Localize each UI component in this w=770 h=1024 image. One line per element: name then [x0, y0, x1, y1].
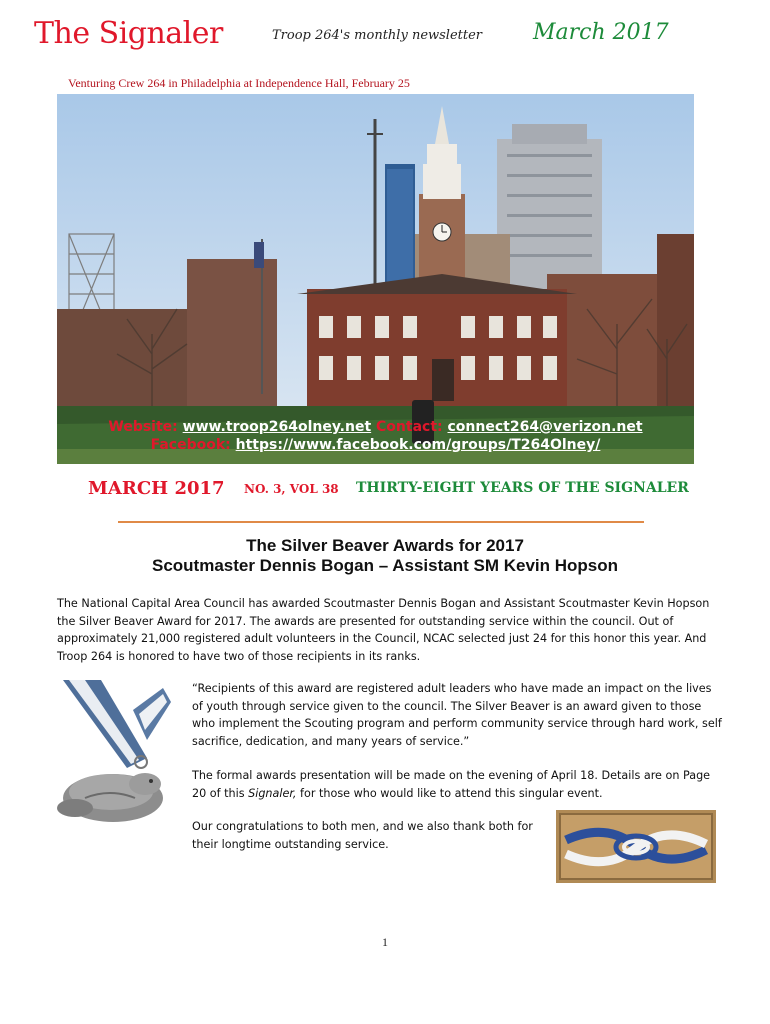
cover-photo — [57, 94, 694, 464]
newsletter-subtitle: Troop 264's monthly newsletter — [272, 28, 483, 43]
website-link[interactable]: www.troop264olney.net — [182, 419, 372, 435]
article-headline: The Silver Beaver Awards for 2017 — [246, 536, 524, 555]
page-number: 1 — [382, 935, 388, 949]
square-knot-patch-icon — [556, 810, 716, 883]
article-subheadline: Scoutmaster Dennis Bogan – Assistant SM Kevin Hopson — [151, 556, 618, 575]
thanks-paragraph: Our congratulations to both men, and we also thank both for their longtime outstanding service. — [192, 820, 533, 851]
presentation-text-end: for those who would like to attend this singular event. — [296, 786, 603, 800]
newsletter-title: The Signaler — [34, 16, 223, 51]
photo-caption: Venturing Crew 264 in Philadelphia at Independence Hall, February 25 — [68, 76, 410, 90]
contact-email-link[interactable]: connect264@verizon.net — [447, 419, 643, 435]
presentation-paragraph — [192, 767, 722, 802]
silver-beaver-medal-image — [55, 680, 185, 825]
beaver-medal-icon — [55, 680, 185, 825]
presentation-text-start: The formal awards presentation will be made on the evening of April 18. Details are on Page 20 of this — [192, 769, 711, 800]
issue-month: MARCH 2017 — [88, 478, 225, 499]
newsletter-date: March 2017 — [533, 20, 669, 45]
website-label: Website: — [108, 419, 178, 435]
knot-patch-image — [556, 810, 716, 883]
independence-hall-illustration — [57, 94, 694, 464]
issue-tagline: THIRTY-EIGHT YEARS OF THE SIGNALER — [356, 480, 689, 496]
facebook-label: Facebook: — [150, 437, 231, 453]
intro-paragraph: The National Capital Area Council has awarded Scoutmaster Dennis Bogan and Assistant Scoutmaster Kevin Hopson the Silver Beaver Award for 2017. The awards are presented for outstanding service within the council. Out of approximately 21,000 registered adult volunteers in the Council, NCAC selected just 24 for this honor this year. And Troop 264 is honored to have two of those recipients in its ranks. — [57, 597, 710, 663]
contact-label: Contact: — [376, 419, 443, 435]
links-line-website-contact — [57, 419, 694, 435]
facebook-link[interactable]: https://www.facebook.com/groups/T264Olney/ — [235, 437, 601, 453]
publication-name: Signaler, — [248, 786, 297, 800]
links-line-facebook — [57, 437, 694, 453]
section-divider — [118, 521, 644, 523]
award-quote: “Recipients of this award are registered adult leaders who have made an impact on the lives of youth through service given to the council. The Silver Beaver is an award given to those who implement the Scouting program and perform community service through hard work, self sacrifice, dedication, and many years of service.” — [192, 682, 722, 748]
issue-number: NO. 3, VOL 38 — [244, 482, 339, 496]
